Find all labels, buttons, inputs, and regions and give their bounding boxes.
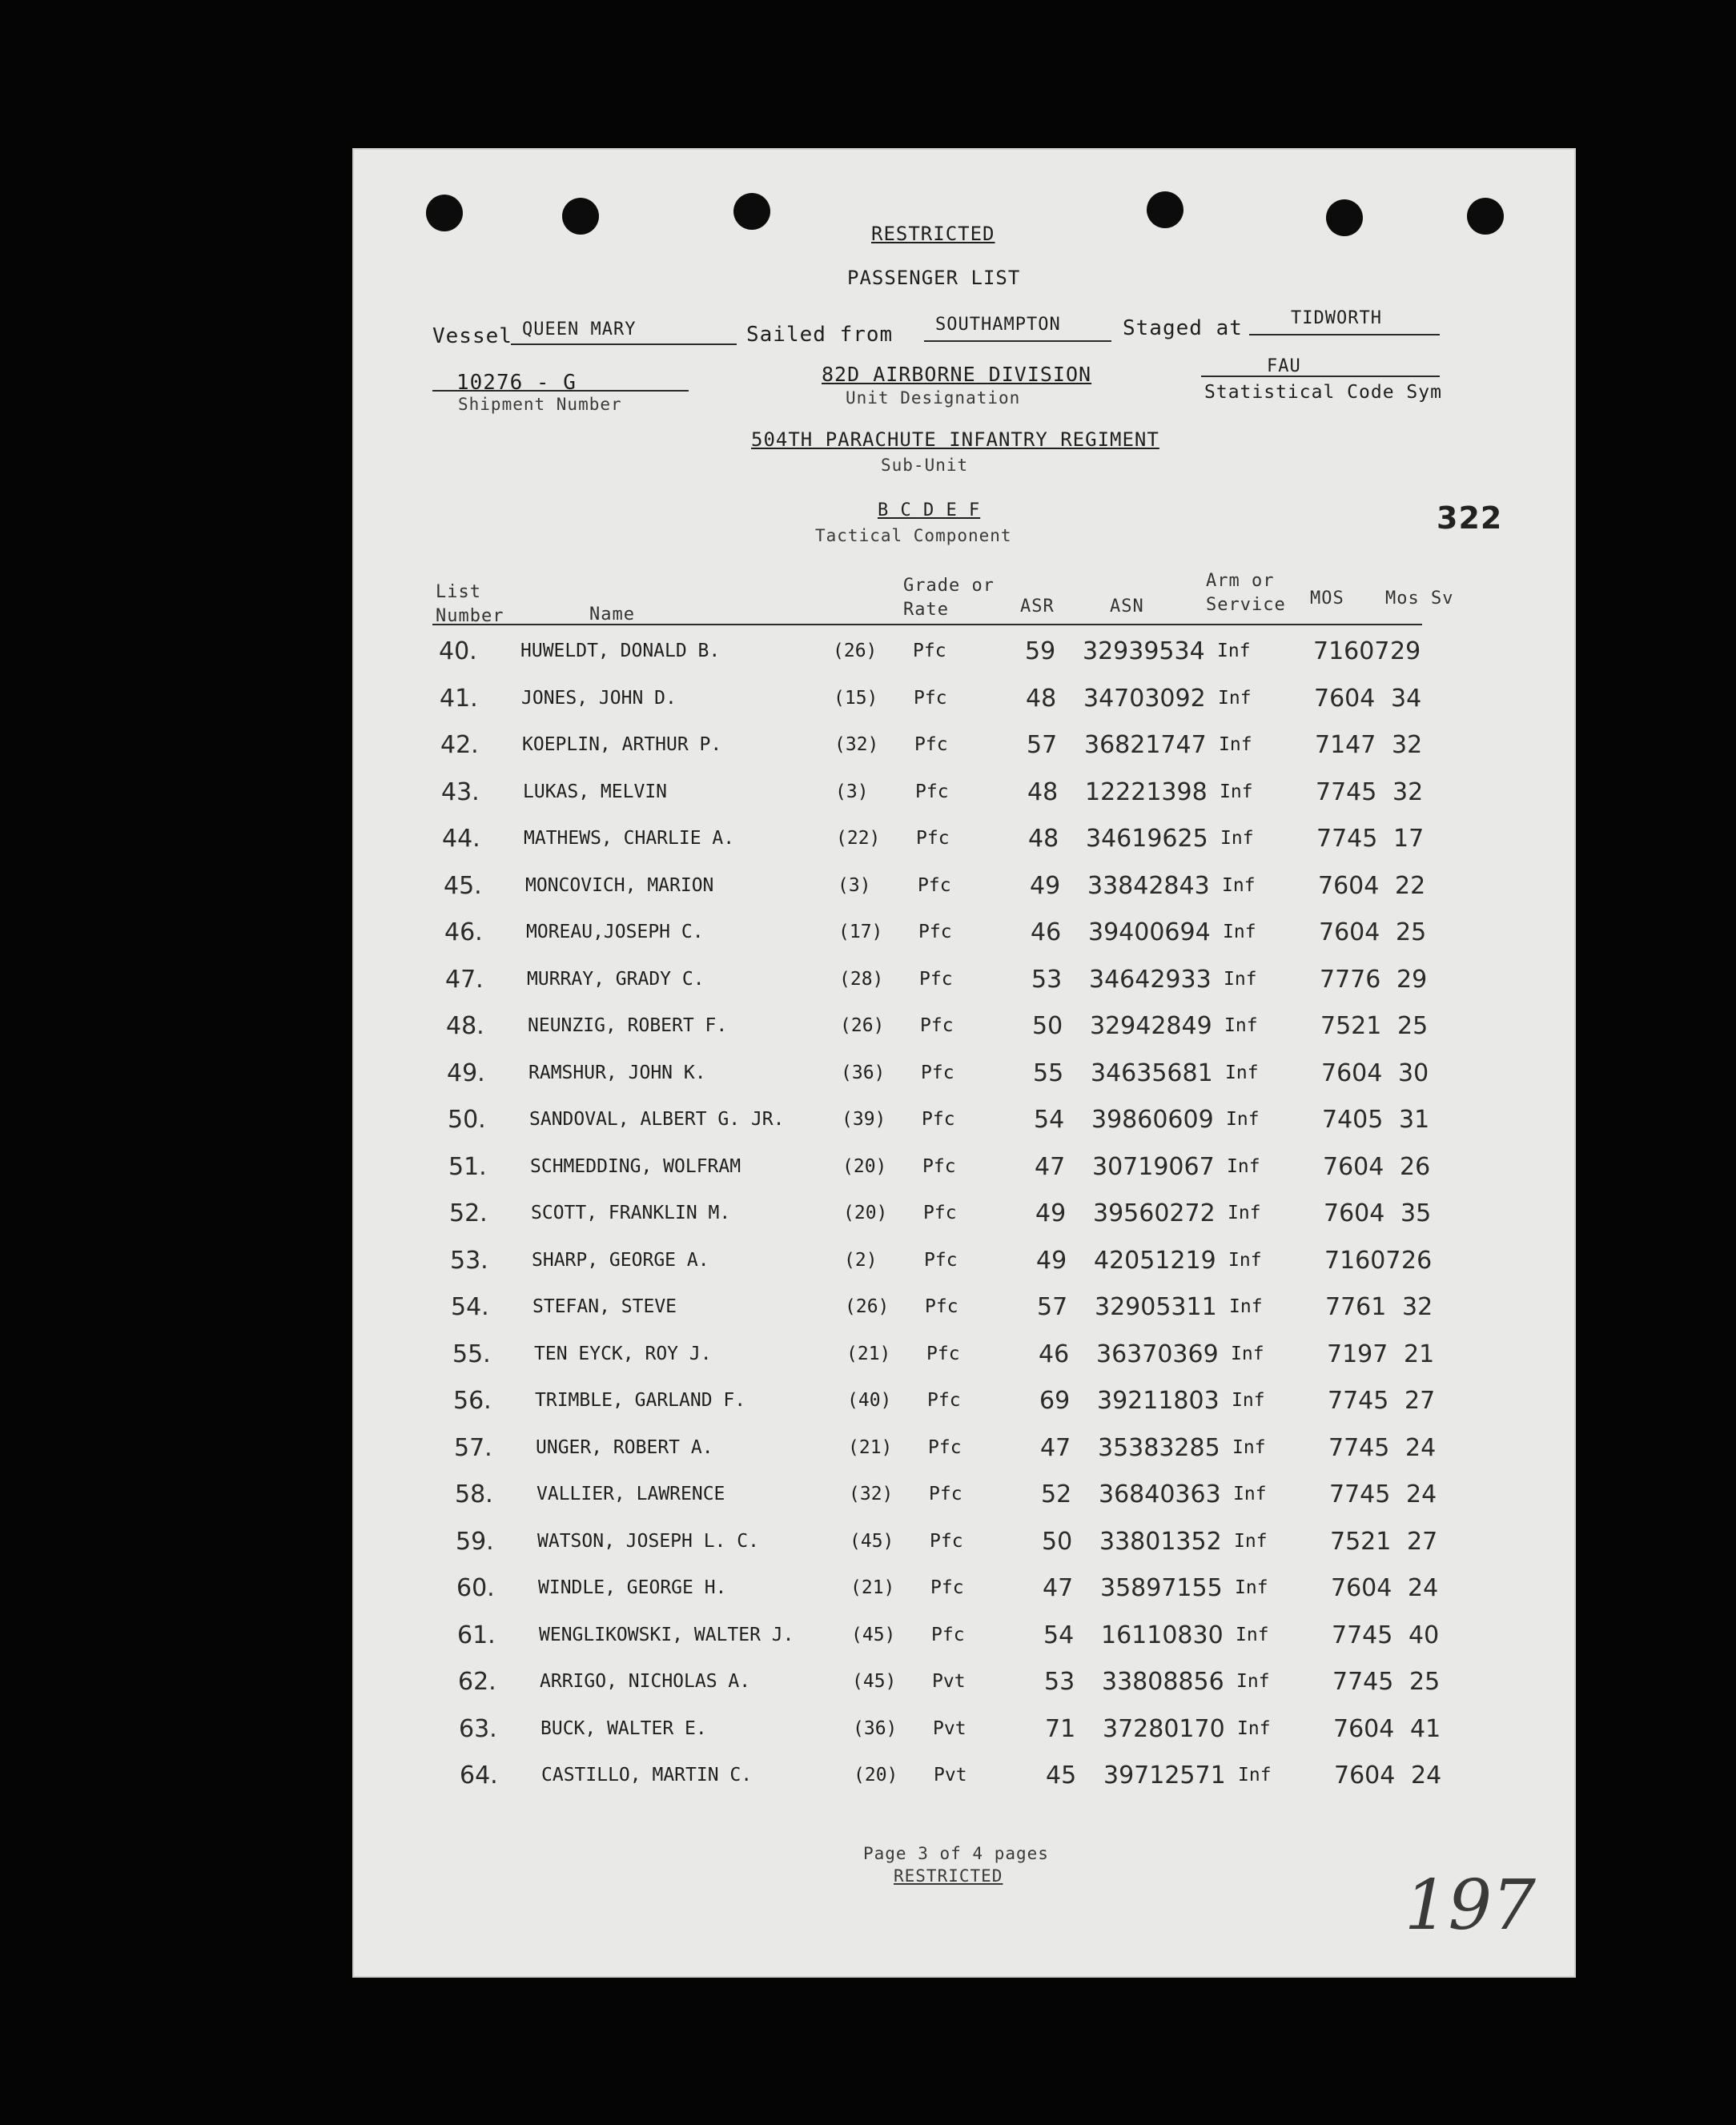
arm-service: Inf	[1233, 1484, 1267, 1504]
mos-code: 7604	[1314, 684, 1376, 713]
asn-value: 33842843	[1087, 871, 1210, 900]
asn-value: 34642933	[1089, 965, 1212, 994]
asr-value: 48	[1027, 777, 1059, 806]
asn-value: 39400694	[1088, 918, 1211, 946]
list-number: 47.	[445, 965, 484, 994]
arm-service: Inf	[1236, 1624, 1269, 1645]
list-number: 49.	[447, 1058, 485, 1087]
table-row	[352, 1012, 1576, 1047]
asn-value: 39560272	[1093, 1199, 1216, 1227]
asr-value: 71	[1045, 1714, 1076, 1743]
table-row	[352, 965, 1576, 1001]
passenger-name: RAMSHUR, JOHN K.	[528, 1062, 706, 1083]
grade-code: (32)	[849, 1484, 894, 1504]
list-number: 42.	[440, 731, 479, 759]
arm-service: Inf	[1224, 1015, 1258, 1036]
table-row	[352, 731, 1576, 766]
list-number: 58.	[455, 1480, 493, 1508]
grade-code: (3)	[838, 874, 871, 896]
mos-sv-value: 22	[1395, 871, 1426, 900]
asr-value: 50	[1032, 1012, 1063, 1040]
handwritten-number: 197	[1404, 1866, 1536, 1946]
grade-code: (20)	[854, 1765, 898, 1786]
list-number: 52.	[449, 1199, 488, 1227]
grade-code: (21)	[846, 1343, 891, 1364]
mos-sv-value: 34	[1391, 684, 1422, 713]
passenger-name: SANDOVAL, ALBERT G. JR.	[529, 1109, 785, 1130]
mos-code: 7604	[1323, 1152, 1384, 1181]
mos-sv-value: 41	[1410, 1714, 1441, 1743]
staged-at-value: TIDWORTH	[1291, 308, 1382, 328]
asn-value: 30719067	[1092, 1152, 1215, 1181]
stat-code-rule	[1201, 376, 1440, 377]
rank: Pfc	[918, 922, 952, 942]
asn-value: 42051219	[1094, 1246, 1216, 1275]
table-row	[352, 1152, 1576, 1188]
mos-code: 7745	[1328, 1433, 1390, 1462]
punch-hole	[426, 195, 463, 231]
list-number: 41.	[440, 684, 478, 713]
table-row	[352, 1761, 1576, 1797]
footer-classification: RESTRICTED	[894, 1866, 1003, 1886]
rank: Pfc	[914, 687, 947, 709]
mos-sv-value: 32	[1392, 731, 1423, 759]
mos-code: 7745	[1328, 1387, 1389, 1415]
asn-value: 33808856	[1102, 1668, 1224, 1696]
arm-service: Inf	[1238, 1765, 1272, 1786]
list-number: 59.	[456, 1527, 494, 1556]
sailed-from-label: Sailed from	[746, 323, 894, 347]
shipment-rule	[432, 390, 689, 392]
asr-value: 48	[1028, 825, 1059, 853]
asr-value: 47	[1040, 1433, 1071, 1462]
mos-sv-value: 26	[1400, 1152, 1431, 1181]
rank: Pfc	[922, 1155, 956, 1177]
tactical-component: B C D E F	[878, 500, 981, 520]
passenger-name: SHARP, GEORGE A.	[532, 1249, 709, 1271]
mos-sv-value: 40	[1408, 1621, 1440, 1649]
asr-value: 57	[1027, 731, 1058, 759]
mos-sv-value: 25	[1409, 1668, 1441, 1696]
rank: Pfc	[928, 1436, 962, 1458]
asn-value: 39860609	[1091, 1106, 1214, 1134]
asn-value: 12221398	[1085, 777, 1208, 806]
grade-code: (45)	[852, 1671, 897, 1692]
grade-code: (36)	[841, 1062, 886, 1083]
asn-value: 39211803	[1097, 1387, 1220, 1415]
table-row	[352, 1574, 1576, 1609]
rank: Pfc	[914, 734, 948, 755]
arm-service: Inf	[1223, 922, 1256, 942]
vessel-value: QUEEN MARY	[522, 319, 637, 339]
grade-code: (17)	[838, 922, 883, 942]
table-row	[352, 1340, 1576, 1376]
mos-sv-value: 24	[1408, 1574, 1439, 1602]
table-row	[352, 1106, 1576, 1141]
rank: Pfc	[929, 1484, 962, 1504]
passenger-name: WATSON, JOSEPH L. C.	[537, 1530, 759, 1552]
grade-code: (40)	[847, 1390, 892, 1411]
list-number: 44.	[442, 825, 480, 853]
table-row	[352, 1433, 1576, 1469]
table-row	[352, 871, 1576, 907]
mos-code: 7147	[1315, 731, 1376, 759]
asr-value: 48	[1026, 684, 1057, 713]
grade-code: (26)	[840, 1015, 885, 1036]
arm-service: Inf	[1232, 1390, 1265, 1411]
asr-value: 50	[1042, 1527, 1073, 1556]
col-asr: ASR	[1020, 597, 1055, 617]
mos-sv-value: 17	[1393, 825, 1425, 853]
asr-value: 49	[1035, 1199, 1067, 1227]
arm-service: Inf	[1231, 1343, 1264, 1364]
passenger-name: LUKAS, MELVIN	[523, 781, 668, 802]
table-row	[352, 1668, 1576, 1703]
mos-sv-value: 21	[1404, 1340, 1435, 1368]
asn-value: 35897155	[1100, 1574, 1223, 1602]
arm-service: Inf	[1219, 734, 1252, 755]
asr-value: 47	[1043, 1574, 1074, 1602]
table-row	[352, 1714, 1576, 1750]
asr-value: 46	[1039, 1340, 1070, 1368]
asr-value: 45	[1046, 1761, 1077, 1790]
passenger-name: HUWELDT, DONALD B.	[520, 641, 721, 661]
asr-value: 55	[1033, 1058, 1064, 1087]
list-number: 48.	[446, 1012, 484, 1040]
grade-code: (26)	[845, 1296, 890, 1317]
sailed-from-value: SOUTHAMPTON	[935, 315, 1061, 335]
mos-sv-value: 30	[1398, 1058, 1429, 1087]
list-number: 55.	[452, 1340, 491, 1368]
mos-code: 7604	[1321, 1058, 1383, 1087]
col-mos-sv: Mos Sv	[1385, 588, 1454, 609]
punch-hole	[562, 198, 599, 235]
stat-code: FAU	[1267, 356, 1301, 376]
sub-unit-label: Sub-Unit	[881, 456, 969, 475]
rank: Pfc	[915, 781, 949, 802]
asr-value: 52	[1041, 1480, 1072, 1508]
table-row	[352, 1621, 1576, 1657]
rank: Pfc	[918, 874, 951, 896]
passenger-list-page	[352, 148, 1576, 1978]
table-row	[352, 1058, 1576, 1095]
list-number: 61.	[457, 1621, 496, 1649]
mos-sv-value: 25	[1397, 1012, 1429, 1040]
unit-designation-label: Unit Designation	[846, 388, 1021, 408]
asr-value: 54	[1034, 1106, 1065, 1134]
mos-code: 7604	[1324, 1199, 1385, 1227]
mos-code: 7604	[1319, 918, 1380, 946]
arm-service: Inf	[1235, 1577, 1268, 1598]
mos-sv-value: 32	[1392, 777, 1424, 806]
list-number: 40.	[439, 637, 477, 665]
arm-service: Inf	[1227, 1155, 1260, 1177]
asr-value: 57	[1037, 1293, 1068, 1321]
header-rule	[432, 624, 1422, 625]
passenger-name: MONCOVICH, MARION	[525, 874, 714, 896]
grade-code: (21)	[848, 1436, 893, 1458]
asr-value: 49	[1030, 871, 1061, 900]
arm-service: Inf	[1237, 1717, 1271, 1739]
rank: Pfc	[923, 1203, 957, 1223]
unit-designation: 82D AIRBORNE DIVISION	[822, 363, 1092, 386]
list-number: 50.	[448, 1106, 486, 1134]
asn-value: 35383285	[1098, 1433, 1220, 1462]
col-name: Name	[589, 605, 635, 625]
arm-service: Inf	[1220, 828, 1254, 849]
asn-value: 37280170	[1103, 1714, 1225, 1743]
rank: Pvt	[932, 1671, 966, 1692]
table-row	[352, 918, 1576, 954]
mos-code: 7604	[1318, 871, 1380, 900]
table-row	[352, 1199, 1576, 1235]
mos-sv-value: 25	[1396, 918, 1427, 946]
grade-code: (45)	[851, 1624, 896, 1645]
grade-code: (39)	[842, 1109, 886, 1130]
mos-code: 7745	[1329, 1480, 1391, 1508]
mos-code: 7521	[1320, 1012, 1382, 1040]
asn-value: 34619625	[1086, 825, 1208, 853]
col-asn: ASN	[1110, 597, 1144, 617]
tactical-component-label: Tactical Component	[815, 526, 1012, 545]
list-number: 57.	[454, 1433, 492, 1462]
passenger-name: KOEPLIN, ARTHUR P.	[522, 734, 722, 755]
asr-value: 54	[1043, 1621, 1075, 1649]
mos-sv-value: 32	[1402, 1293, 1433, 1321]
grade-code: (20)	[842, 1155, 887, 1177]
shipment-label: Shipment Number	[458, 395, 622, 414]
passenger-name: TRIMBLE, GARLAND F.	[535, 1390, 746, 1411]
arm-service: Inf	[1234, 1530, 1268, 1552]
list-number: 64.	[460, 1761, 498, 1790]
rank: Pfc	[920, 1015, 954, 1036]
mos-sv-value: 26	[1401, 1246, 1433, 1275]
asn-value: 32939534	[1083, 637, 1205, 665]
mos-code: 7604	[1333, 1714, 1395, 1743]
mos-code: 71607	[1324, 1246, 1401, 1275]
arm-service: Inf	[1222, 874, 1256, 896]
rank: Pvt	[933, 1717, 966, 1739]
mos-code: 7761	[1325, 1293, 1387, 1321]
col-list-number: List Number	[436, 582, 504, 626]
page-indicator: Page 3 of 4 pages	[863, 1844, 1049, 1863]
table-row	[352, 1246, 1576, 1282]
sheet-number: 322	[1437, 500, 1503, 536]
arm-service: Inf	[1218, 687, 1252, 709]
table-row	[352, 1293, 1576, 1328]
mos-code: 7405	[1322, 1106, 1384, 1134]
asr-value: 53	[1031, 965, 1063, 994]
col-arm: Arm or Service	[1206, 571, 1286, 615]
asr-value: 53	[1044, 1668, 1075, 1696]
grade-code: (15)	[834, 687, 878, 709]
passenger-name: CASTILLO, MARTIN C.	[541, 1765, 753, 1786]
table-row	[352, 825, 1576, 860]
rank: Pfc	[916, 828, 950, 849]
asn-value: 32942849	[1090, 1012, 1212, 1040]
asr-value: 47	[1035, 1152, 1066, 1181]
asr-value: 49	[1036, 1246, 1067, 1275]
arm-service: Inf	[1225, 1062, 1259, 1083]
asn-value: 36840363	[1099, 1480, 1221, 1508]
list-number: 53.	[450, 1246, 488, 1275]
mos-code: 7745	[1316, 777, 1377, 806]
table-row	[352, 637, 1576, 673]
mos-code: 7776	[1320, 965, 1381, 994]
table-row	[352, 684, 1576, 720]
arm-service: Inf	[1229, 1296, 1263, 1317]
asn-value: 39712571	[1103, 1761, 1226, 1790]
grade-code: (20)	[843, 1203, 888, 1223]
mos-sv-value: 27	[1407, 1527, 1438, 1556]
asn-value: 34635681	[1091, 1058, 1213, 1087]
stat-code-label: Statistical Code Sym	[1204, 382, 1442, 403]
list-number: 45.	[444, 871, 482, 900]
table-row	[352, 1387, 1576, 1422]
grade-code: (3)	[835, 781, 869, 802]
classification-header: RESTRICTED	[871, 223, 995, 245]
staged-at-label: Staged at	[1123, 316, 1243, 340]
grade-code: (21)	[850, 1577, 895, 1598]
list-number: 54.	[451, 1293, 489, 1321]
rank: Pfc	[931, 1624, 965, 1645]
rank: Pfc	[919, 968, 953, 990]
passenger-name: NEUNZIG, ROBERT F.	[528, 1015, 728, 1036]
arm-service: Inf	[1232, 1436, 1266, 1458]
mos-code: 71607	[1313, 637, 1390, 665]
list-number: 60.	[456, 1574, 495, 1602]
table-row	[352, 1480, 1576, 1516]
passenger-name: VALLIER, LAWRENCE	[536, 1484, 725, 1504]
passenger-name: UNGER, ROBERT A.	[536, 1436, 713, 1458]
asn-value: 34703092	[1083, 684, 1206, 713]
grade-code: (28)	[839, 968, 884, 990]
asn-value: 36821747	[1084, 731, 1207, 759]
asr-value: 59	[1025, 637, 1056, 665]
arm-service: Inf	[1236, 1671, 1270, 1692]
rank: Pfc	[924, 1249, 958, 1271]
rank: Pvt	[934, 1765, 967, 1786]
passenger-name: SCHMEDDING, WOLFRAM	[530, 1155, 741, 1177]
mos-code: 7745	[1332, 1621, 1393, 1649]
mos-code: 7604	[1331, 1574, 1392, 1602]
rank: Pfc	[930, 1530, 963, 1552]
asr-value: 69	[1039, 1387, 1071, 1415]
rank: Pfc	[925, 1296, 958, 1317]
arm-service: Inf	[1226, 1109, 1260, 1130]
vessel-rule	[511, 343, 737, 345]
passenger-name: WINDLE, GEORGE H.	[538, 1577, 727, 1598]
rank: Pfc	[927, 1390, 961, 1411]
rank: Pfc	[913, 641, 946, 661]
rank: Pfc	[926, 1343, 960, 1364]
mos-sv-value: 24	[1406, 1480, 1437, 1508]
table-row	[352, 1527, 1576, 1563]
document-title: PASSENGER LIST	[847, 267, 1021, 289]
passenger-name: SCOTT, FRANKLIN M.	[531, 1203, 731, 1223]
grade-code: (22)	[836, 828, 881, 849]
mos-code: 7745	[1316, 825, 1378, 853]
asn-value: 16110830	[1101, 1621, 1224, 1649]
mos-code: 7521	[1330, 1527, 1392, 1556]
list-number: 62.	[458, 1668, 496, 1696]
grade-code: (32)	[834, 734, 879, 755]
mos-code: 7604	[1334, 1761, 1396, 1790]
list-number: 56.	[453, 1387, 492, 1415]
grade-code: (36)	[853, 1717, 898, 1739]
mos-sv-value: 29	[1396, 965, 1428, 994]
mos-code: 7197	[1327, 1340, 1388, 1368]
arm-service: Inf	[1228, 1203, 1261, 1223]
arm-service: Inf	[1217, 641, 1251, 661]
grade-code: (26)	[833, 641, 878, 661]
list-number: 46.	[444, 918, 483, 946]
arm-service: Inf	[1228, 1249, 1262, 1271]
asn-value: 32905311	[1095, 1293, 1217, 1321]
passenger-name: BUCK, WALTER E.	[540, 1717, 707, 1739]
punch-hole	[1147, 191, 1183, 228]
passenger-name: MURRAY, GRADY C.	[527, 968, 705, 990]
mos-sv-value: 29	[1390, 637, 1421, 665]
mos-sv-value: 24	[1411, 1761, 1442, 1790]
punch-hole	[1326, 199, 1363, 236]
staged-at-rule	[1249, 334, 1440, 335]
passenger-name: MATHEWS, CHARLIE A.	[524, 828, 735, 849]
passenger-name: TEN EYCK, ROY J.	[534, 1343, 712, 1364]
shipment-number: 10276 - G	[456, 371, 577, 395]
rank: Pfc	[921, 1062, 954, 1083]
mos-sv-value: 35	[1400, 1199, 1432, 1227]
list-number: 63.	[459, 1714, 497, 1743]
col-grade: Grade or Rate	[903, 576, 995, 620]
arm-service: Inf	[1220, 781, 1253, 802]
passenger-name: STEFAN, STEVE	[532, 1296, 677, 1317]
asn-value: 33801352	[1099, 1527, 1222, 1556]
punch-hole	[733, 193, 770, 230]
mos-sv-value: 27	[1404, 1387, 1436, 1415]
rank: Pfc	[922, 1109, 955, 1130]
list-number: 51.	[448, 1152, 487, 1181]
mos-code: 7745	[1332, 1668, 1394, 1696]
passenger-name: JONES, JOHN D.	[521, 687, 677, 709]
arm-service: Inf	[1224, 968, 1257, 990]
punch-hole	[1467, 198, 1504, 235]
col-mos: MOS	[1310, 588, 1344, 609]
mos-sv-value: 24	[1405, 1433, 1437, 1462]
sailed-from-rule	[924, 340, 1111, 342]
asr-value: 46	[1031, 918, 1062, 946]
sub-unit: 504TH PARACHUTE INFANTRY REGIMENT	[751, 428, 1159, 451]
passenger-name: MOREAU,JOSEPH C.	[526, 922, 704, 942]
mos-sv-value: 31	[1399, 1106, 1430, 1134]
rank: Pfc	[930, 1577, 964, 1598]
grade-code: (2)	[844, 1249, 878, 1271]
vessel-label: Vessel	[432, 324, 512, 348]
asn-value: 36370369	[1096, 1340, 1219, 1368]
grade-code: (45)	[850, 1530, 894, 1552]
passenger-name: ARRIGO, NICHOLAS A.	[540, 1671, 751, 1692]
list-number: 43.	[441, 777, 480, 806]
table-row	[352, 777, 1576, 813]
passenger-name: WENGLIKOWSKI, WALTER J.	[539, 1624, 794, 1645]
